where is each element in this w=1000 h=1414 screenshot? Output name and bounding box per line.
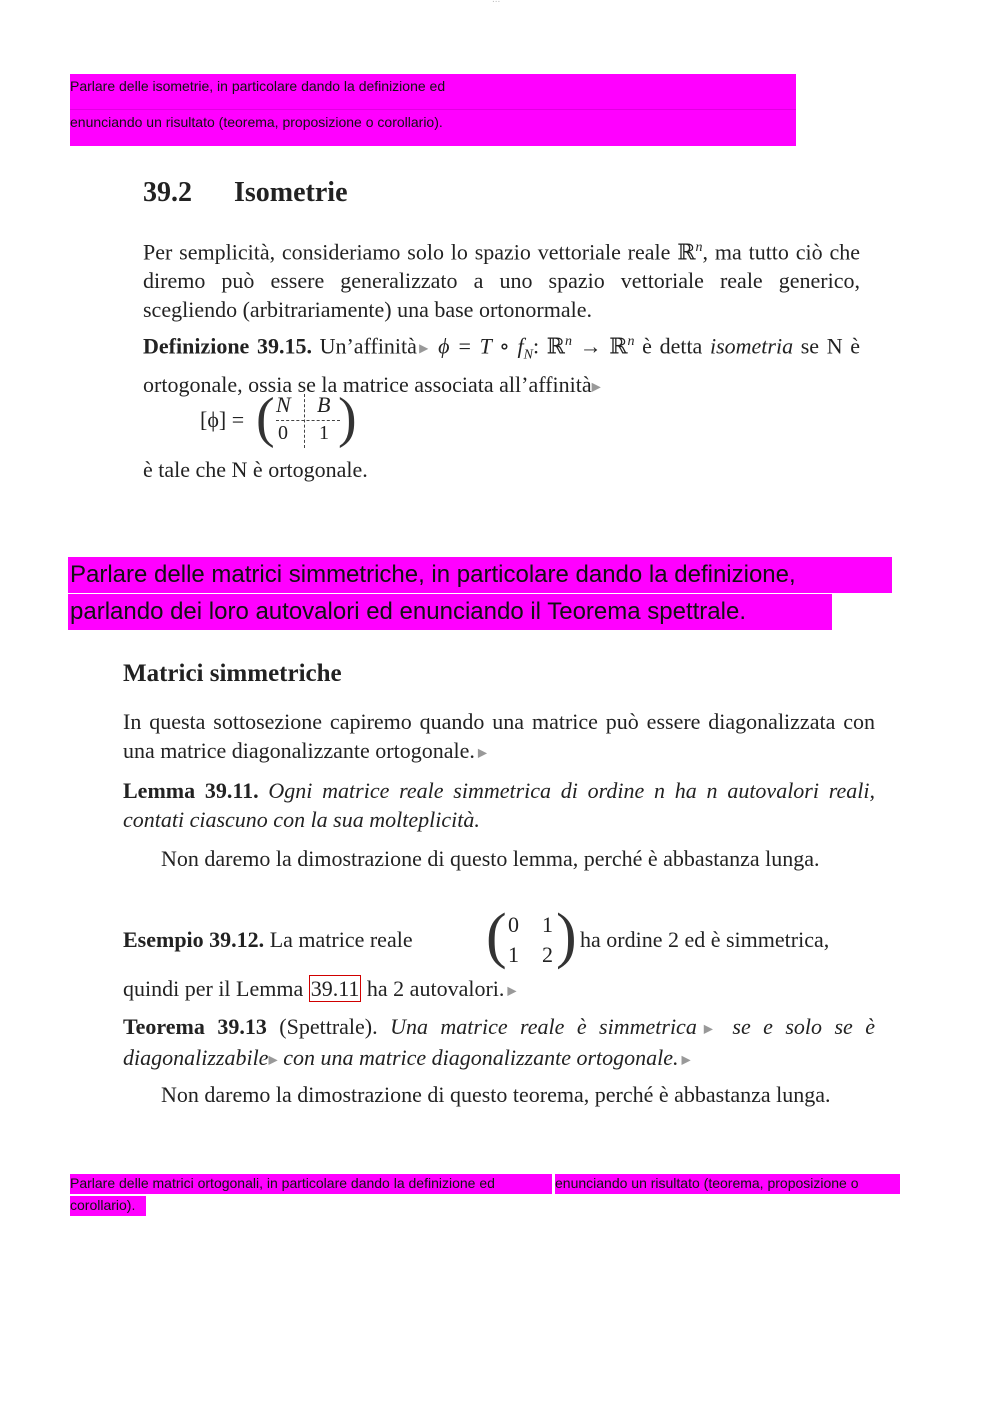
- section-heading: [143, 177, 348, 209]
- intro-paragraph: [143, 233, 860, 324]
- example-text: ha ordine 2 ed è simmetrica,: [580, 927, 830, 952]
- example-matrix: [486, 902, 577, 972]
- right-paren: ): [556, 902, 577, 970]
- text: se N è ortogonale, ossia se la matrice associata all’affinità: [143, 333, 860, 397]
- formula-sub: N: [523, 347, 533, 363]
- example-continued: [123, 974, 875, 1005]
- text: , ma tutto ciò che diremo può essere generalizzato a uno spazio vettoriale reale generico, scegliendo (arbitrariamente) una base ortonormale.: [143, 239, 860, 323]
- text: Per semplicità, consideriamo solo lo spazio vettoriale reale: [143, 239, 678, 265]
- lemma-reference-link[interactable]: 39.11: [310, 976, 360, 1001]
- matrix-cell: 0: [508, 912, 519, 937]
- matrix-cell: N: [276, 392, 291, 417]
- text: quindi per il Lemma: [123, 976, 309, 1001]
- subsection-title: Matrici simmetriche: [123, 660, 342, 687]
- matrix-cell: 0: [278, 422, 288, 444]
- theorem-label: Teorema 39.13: [123, 1014, 267, 1039]
- theorem-text: se e solo se è diagonalizzabile: [123, 1014, 875, 1071]
- header-mark: [492, 0, 500, 5]
- matrix-cell: 1: [319, 422, 329, 444]
- theorem-text: con una matrice diagonalizzante ortogonale.: [277, 1045, 679, 1071]
- highlight-line: Parlare delle isometrie, in particolare dando la definizione ed: [70, 78, 446, 94]
- text: Un’affinità: [311, 333, 417, 359]
- text: In questa sottosezione capiremo quando una matrice può essere diagonalizzata con una matrice diagonalizzante ortogonale.: [123, 709, 875, 763]
- lemma-label: Lemma 39.11.: [123, 778, 259, 803]
- left-paren: (: [256, 387, 275, 449]
- text: La matrice reale: [264, 927, 413, 952]
- marker-icon: ▶: [268, 1052, 278, 1067]
- left-paren: (: [486, 902, 507, 970]
- marker-icon: ▶: [474, 745, 488, 760]
- math-sup: n: [695, 240, 703, 255]
- math-R: ℝ: [677, 239, 696, 265]
- theorem-39-13: [123, 1012, 875, 1075]
- highlight-line: enunciando un risultato (teorema, proposizione o corollario).: [70, 114, 443, 130]
- definition-label: Definizione 39.15.: [143, 333, 312, 359]
- theorem-text: Una matrice reale è simmetrica: [377, 1014, 697, 1039]
- marker-icon: ▶: [416, 340, 431, 355]
- marker-icon: ▶: [696, 1021, 720, 1036]
- matrix-divider: [304, 394, 305, 448]
- highlight-ortogonali-part3: corollario).: [70, 1196, 146, 1216]
- marker-icon: ▶: [504, 983, 517, 998]
- text: è detta: [634, 333, 710, 359]
- right-paren: ): [338, 387, 357, 449]
- highlight-simmetriche-line2: parlando dei loro autovalori ed enunciando il Teorema spettrale.: [68, 594, 832, 630]
- matrix-lhs: [ϕ] =: [200, 407, 245, 432]
- section-number: 39.2: [143, 177, 192, 208]
- matrix-cell: 1: [508, 942, 519, 967]
- text: ha 2 autovalori.: [361, 976, 505, 1001]
- definition-after: è tale che N è ortogonale.: [143, 457, 368, 482]
- formula: → ℝ: [571, 333, 628, 359]
- matrix-cell: 2: [542, 942, 553, 967]
- formula: : ℝ: [532, 333, 565, 359]
- subsection-intro: [123, 707, 875, 767]
- example-label: Esempio 39.12.: [123, 927, 265, 952]
- formula: ϕ = T ∘ f: [438, 333, 524, 359]
- marker-icon: ▶: [678, 1052, 691, 1067]
- matrix-cell: 1: [542, 912, 553, 937]
- matrix-cell: B: [317, 392, 331, 417]
- lemma-text: Ogni matrice reale simmetrica di ordine n ha n autovalori reali, contati ciascuno con la sua molteplicità.: [123, 778, 875, 832]
- highlight-ortogonali-part1: Parlare delle matrici ortogonali, in particolare dando la definizione ed: [70, 1174, 552, 1194]
- section-title: Isometrie: [234, 177, 348, 208]
- highlight-ortogonali-part2: enunciando un risultato (teorema, proposizione o: [555, 1174, 900, 1194]
- formula-sup: n: [564, 334, 572, 349]
- block-matrix: [200, 387, 360, 450]
- term-isometria: isometria: [709, 333, 794, 359]
- lemma-note: Non daremo la dimostrazione di questo lemma, perché è abbastanza lunga.: [161, 846, 820, 871]
- formula-sup: n: [627, 334, 635, 349]
- theorem-name: (Spettrale).: [266, 1014, 378, 1039]
- marker-icon: ▶: [591, 379, 601, 394]
- theorem-note: Non daremo la dimostrazione di questo teorema, perché è abbastanza lunga.: [161, 1082, 831, 1107]
- lemma-39-11: [123, 776, 875, 834]
- matrix-divider: [276, 420, 340, 421]
- highlight-isometrie: [70, 74, 796, 146]
- highlight-simmetriche-line1: Parlare delle matrici simmetriche, in particolare dando la definizione,: [68, 557, 892, 593]
